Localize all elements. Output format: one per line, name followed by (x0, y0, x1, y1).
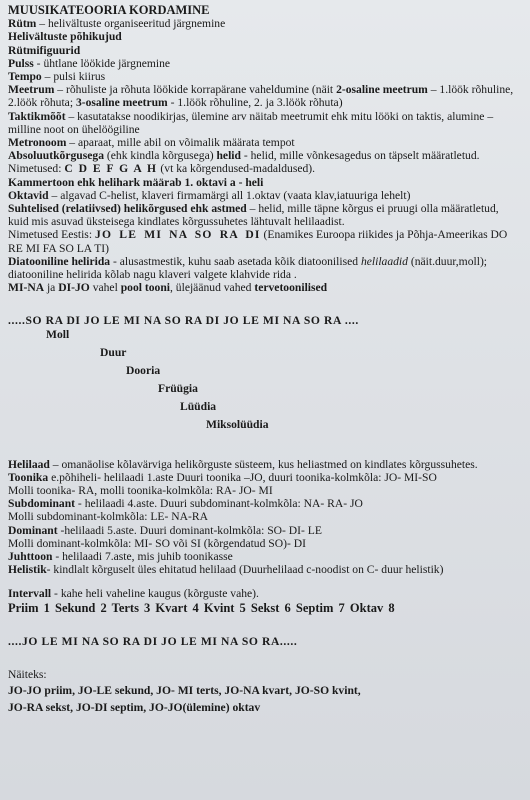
examples-line-2: JO-RA sekst, JO-DI septim, JO-JO(ülemine) oktav (8, 700, 261, 714)
scale-line-modes: .....SO RA DI JO LE MI NA SO RA DI JO LE MI NA SO RA .... (8, 314, 359, 328)
line-juhttoon: Juhttoon - helilaadi 7.aste, mis juhib toonikasse (8, 550, 233, 564)
line-meetrum: Meetrum – rõhuliste ja rõhuta löökide korrapärane vaheldumine (näit 2-osaline meetrum – 1.löök rõhuline, 2.löök rõhuta; 3-osaline meetrum - 1.löök rõhuline, 2. ja 3.löök rõhuta) (8, 83, 514, 110)
line-metronoom: Metronoom – aparaat, mille abil on võimalik määrata tempot (8, 136, 295, 150)
line-oktavid: Oktavid – algavad C-helist, klaveri firmamärgi all 1.oktav (vaata klav,iatuuriga lehelt) (8, 188, 411, 202)
line-nimetused-eestis: Nimetused Eestis: JO LE MI NA SO RA DI (Enamikes Euroopa riikides ja Põhja-Ameerikas DO RE MI FA SO LA TI) (8, 228, 508, 255)
scale-line-intervals: ....JO LE MI NA SO RA DI JO LE MI NA SO RA..... (8, 634, 298, 648)
line-tempo: Tempo – pulsi kiirus (8, 70, 106, 84)
mode-moll: Moll (46, 327, 70, 341)
line-helivaltuste: Helivältuste põhikujud (8, 30, 122, 44)
line-toonika: Toonika e.põhiheli- helilaadi 1.aste Duuri toonika –JO, duuri toonika-kolmkõla: JO- MI-SO (8, 470, 437, 484)
mode-miksoluudia: Miksolüüdia (206, 417, 269, 431)
mode-duur: Duur (100, 345, 127, 359)
line-toonika-moll: Molli toonika- RA, molli toonika-kolmkõla: RA- JO- MI (8, 484, 273, 498)
line-subdominant: Subdominant - helilaadi 4.aste. Duuri subdominant-kolmkõla: NA- RA- JO (8, 497, 363, 511)
line-dominant: Dominant -helilaadi 5.aste. Duuri dominant-kolmkõla: SO- DI- LE (8, 523, 322, 537)
line-taktikmoot: Taktikmõõt – kasutatakse noodikirjas, ülemine arv näitab meetrumit ehk mitu lööki on taktis, alumine – milline noot on ühelöögiline (8, 109, 494, 136)
line-pulss: Pulss - ühtlane löökide järgnemine (8, 56, 171, 70)
line-poolton: MI-NA ja DI-JO vahel pool tooni, ülejäänud vahed tervetoonilised (8, 281, 328, 295)
mode-fruugia: Früügia (158, 381, 198, 395)
naiteks-label: Näiteks: (8, 668, 47, 682)
line-suhtelised: Suhtelised (relatiivsed) helikõrgused ehk astmed – helid, mille täpne kõrgus ei pruugi olla määratletud, kuid mis asuvad üksteisega kindlates kõrgussuhetes lähtuvalt helilaadist. (8, 202, 499, 229)
line-helistik: Helistik- kindlalt kõrguselt üles ehitatud helilaad (Duurhelilaad c-noodist on C- duur helistik) (8, 563, 444, 577)
line-diatoon: Diatooniline helirida - alusastmestik, kuhu saab asetada kõik diatoonilised helilaadid (näit.duur,moll); diatooniline helirida kõlab nagu klaveri valgete klahvide rida . (8, 254, 488, 282)
line-rutmifiguurid: Rütmifiguurid (8, 43, 81, 57)
line-dominant-moll: Molli dominant-kolmkõla: MI- SO või SI (kõrgendatud SO)- DI (8, 536, 306, 550)
line-subdominant-moll: Molli subdominant-kolmkõla: LE- NA-RA (8, 510, 208, 524)
examples-line-1: JO-JO priim, JO-LE sekund, JO- MI terts, JO-NA kvart, JO-SO kvint, (8, 684, 361, 698)
line-intervall: Intervall - kahe heli vaheline kaugus (kõrguste vahe). (8, 586, 259, 600)
page-title: MUUSIKATEOORIA KORDAMINE (8, 3, 210, 17)
line-helilaad: Helilaad – omanäolise kõlavärviga helikõrguste süsteem, kus heliastmed on kindlates kõrgussuhetes. (8, 457, 478, 471)
line-kammertoon: Kammertoon ehk helihark määrab 1. oktavi a - heli (8, 175, 264, 189)
mode-luudia: Lüüdia (180, 399, 217, 413)
line-rutm: Rütm – helivältuste organiseeritud järgnemine (8, 17, 226, 31)
mode-dooria: Dooria (126, 363, 161, 377)
intervals-row: Priim 1 Sekund 2 Terts 3 Kvart 4 Kvint 5 Sekst 6 Septim 7 Oktav 8 (8, 600, 395, 615)
line-absoluut: Absoluutkõrgusega (ehk kindla kõrgusega) helid - helid, mille võnkesagedus on täpselt määratletud. Nimetused: C D E F G A H (vt ka kõrgendused-madaldused). (8, 149, 480, 176)
